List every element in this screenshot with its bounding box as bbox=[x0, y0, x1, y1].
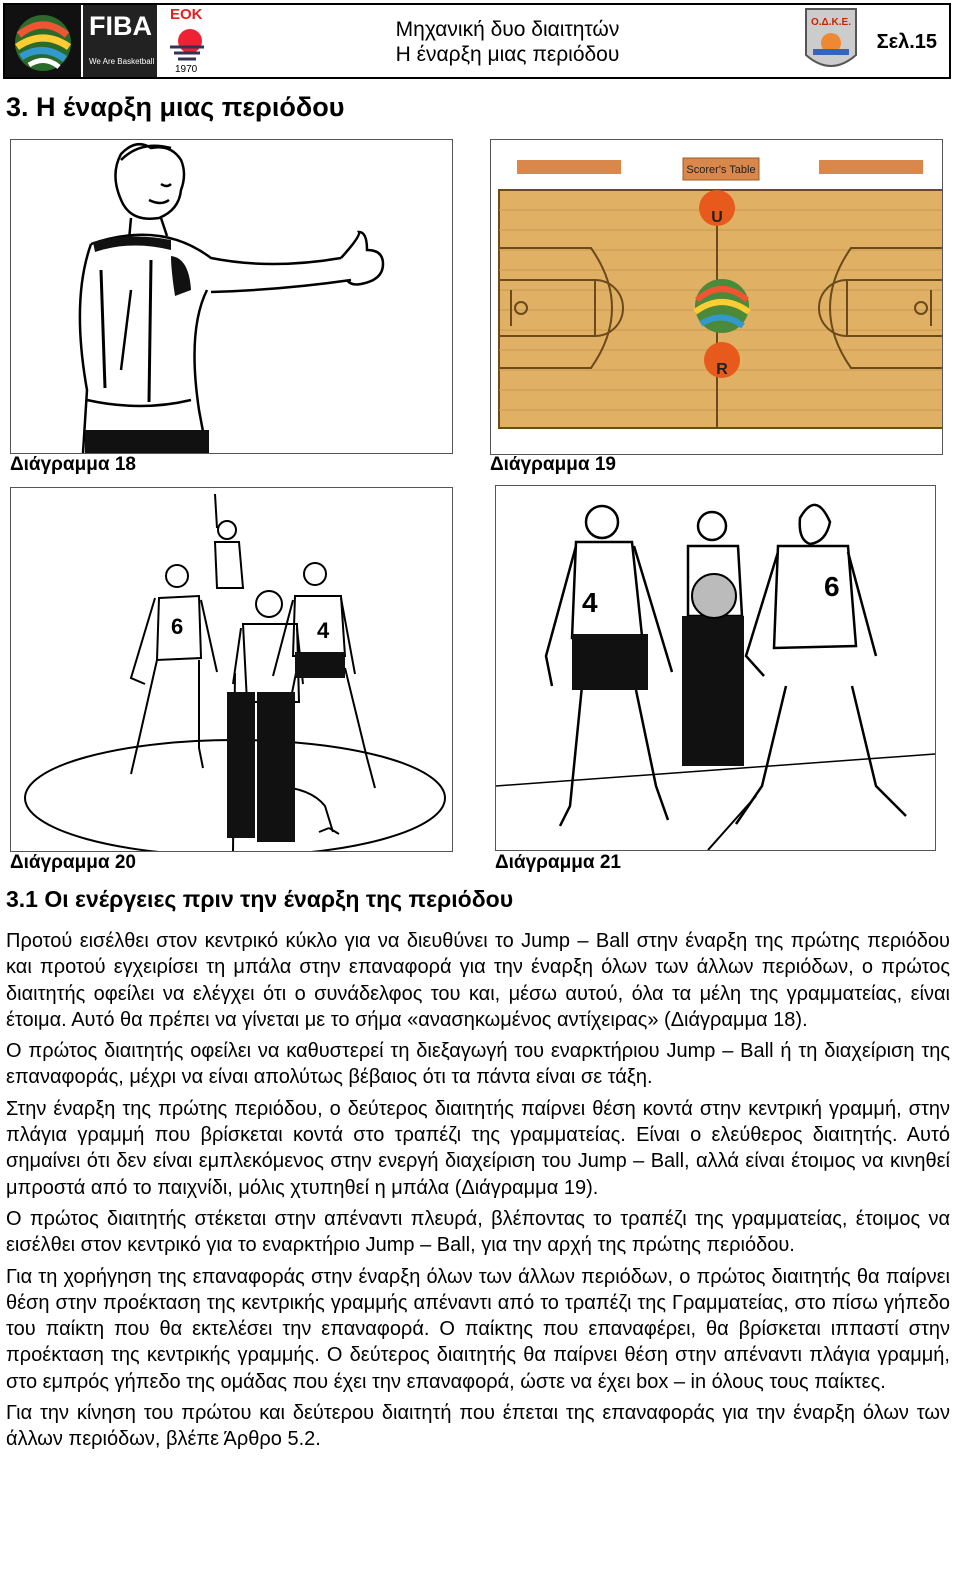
figure-20-jersey-6: 6 bbox=[171, 614, 184, 639]
paragraph: Στην έναρξη της πρώτης περιόδου, ο δεύτερος διαιτητής παίρνει θέση κοντά στην κεντρική γραμμή, στην πλάγια γραμμή που βρίσκεται κοντά στο τραπέζι της γραμματείας. Είναι ο ελεύθερος διαιτητής. Αυτό σημαίνει ότι δεν είναι εμπλεκόμενος στην ενεργή διαχείριση του Jump – Ball, αλλά είναι έτοιμος να κινηθεί μπροστά από το παιχνίδι, μόλις χτυπηθεί η μπάλα (Διάγραμμα 19). bbox=[6, 1097, 950, 1199]
header-title-line1: Μηχανική δυο διαιτητών bbox=[395, 18, 620, 41]
figure-20-jersey-4: 4 bbox=[317, 618, 330, 643]
figure-20-jump-ball-circle bbox=[10, 487, 453, 852]
figure-21-jersey-4: 4 bbox=[582, 587, 598, 618]
fiba-tagline: We Are Basketball bbox=[89, 57, 155, 66]
odke-wordmark: Ο.Δ.Κ.Ε. bbox=[811, 17, 851, 28]
paragraph: Για τη χορήγηση της επαναφοράς στην έναρξη όλων των άλλων περιόδων, ο πρώτος διαιτητής θα παίρνει θέση στην προέκταση της κεντρικής γραμμής απέναντι από το τραπέζι της Γραμματείας, στο πίσω γήπεδο του παίκτη που θα εκτελέσει την επαναφορά. Ο παίκτης που επαναφέρει, θα βρίσκεται ιππαστί στην προέκταση της κεντρικής γραμμής. Ο δεύτερος διαιτητής θα παίρνει θέση στην απέναντι πλάγια γραμμή, στο εμπρός γήπεδο της ομάδας που έχει την επαναφορά, ώστε να έχει box – in όλους τους παίκτες. bbox=[6, 1265, 950, 1393]
fiba-logo bbox=[83, 5, 157, 77]
header-title bbox=[305, 17, 710, 67]
scorers-table-block-right bbox=[819, 160, 923, 174]
header-title-line2: Η έναρξη μιας περιόδου bbox=[395, 43, 620, 66]
scorers-table-block-left bbox=[517, 160, 621, 174]
figure-20-caption: Διάγραμμα 20 bbox=[10, 852, 136, 873]
referee-marker-label: R bbox=[716, 361, 728, 378]
umpire-marker-label: U bbox=[711, 209, 723, 226]
basketball-ball-fig21 bbox=[692, 574, 736, 618]
eok-wordmark: ΕΟΚ bbox=[170, 6, 203, 23]
paragraph: Ο πρώτος διαιτητής οφείλει να καθυστερεί τη διεξαγωγή του εναρκτήριου Jump – Ball ή τη διαχείριση της επαναφοράς, μέχρι να είναι απολύτως βέβαιος ότι τα πάντα είναι σε τάξη. bbox=[6, 1040, 950, 1089]
page-header bbox=[3, 3, 951, 79]
paragraph: Προτού εισέλθει στον κεντρικό κύκλο για να διευθύνει το Jump – Ball στην έναρξη της πρώτης περιόδου και προτού εγχειρίσει τη μπάλα στην επαναφορά για την έναρξη όλων των άλλων περιόδων, ο πρώτος διαιτητής οφείλει να ελέγχει ότι ο συνάδελφος του και, μέσω αυτού, όλα τα μέλη της γραμματείας, είναι έτοιμα. Αυτό θα πρέπει να γίνεται με το σήμα «ανασηκωμένος αντίχειρας» (Διάγραμμα 18). bbox=[6, 930, 950, 1031]
eok-year: 1970 bbox=[175, 64, 198, 75]
figure-19-caption: Διάγραμμα 19 bbox=[490, 454, 616, 475]
figure-18-caption: Διάγραμμα 18 bbox=[10, 454, 136, 475]
odke-logo bbox=[801, 5, 861, 77]
figure-18-thumb-up-referee bbox=[10, 139, 453, 454]
figure-21-jersey-6: 6 bbox=[824, 571, 840, 602]
eok-logo bbox=[161, 5, 215, 77]
body-text bbox=[6, 928, 950, 1458]
figure-21-caption: Διάγραμμα 21 bbox=[495, 852, 621, 873]
paragraph: Για την κίνηση του πρώτου και δεύτερου διαιτητή που έπεται της επαναφοράς για την έναρξη όλων των άλλων περιόδων, βλέπε Άρθρο 5.2. bbox=[6, 1402, 950, 1451]
page-number: Σελ.15 bbox=[876, 31, 937, 53]
scorers-table-label: Scorer's Table bbox=[686, 164, 756, 176]
subsection-title: 3.1 Οι ενέργειες πριν την έναρξη της περιόδου bbox=[6, 886, 514, 912]
fiba-wordmark: FIBA bbox=[89, 11, 152, 41]
paragraph: Ο πρώτος διαιτητής στέκεται στην απέναντι πλευρά, βλέποντας το τραπέζι της γραμματείας, έτοιμος να εισέλθει στον κεντρικό για το εναρκτήριο Jump – Ball, για την αρχή της πρώτης περιόδου. bbox=[6, 1207, 950, 1257]
fiba-globe-logo bbox=[5, 5, 81, 77]
figure-19-court-diagram bbox=[490, 139, 943, 455]
section-title: 3. Η έναρξη μιας περιόδου bbox=[6, 92, 345, 122]
figure-21-referee-with-ball bbox=[495, 485, 936, 851]
